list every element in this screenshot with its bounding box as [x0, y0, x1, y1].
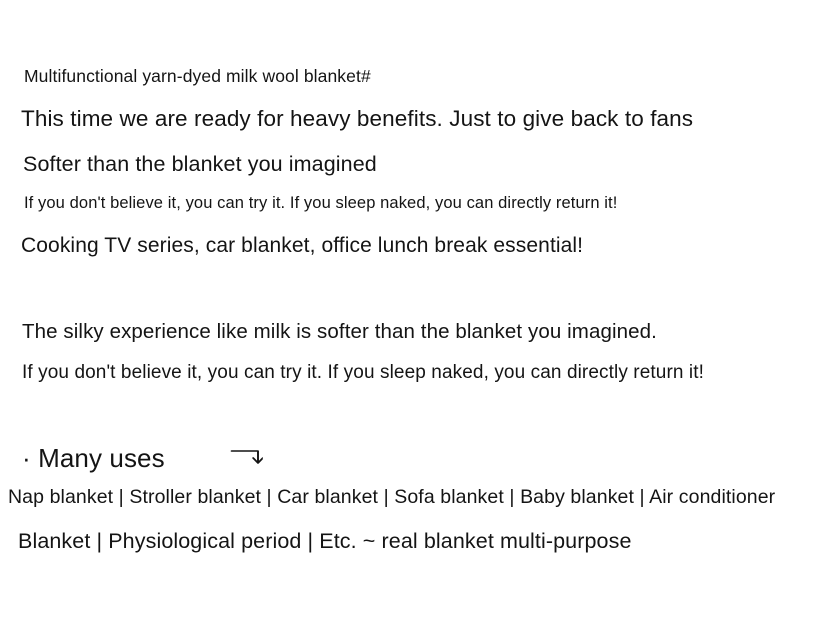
uses-list-line-2: Blanket | Physiological period | Etc. ~ real blanket multi-purpose: [18, 529, 632, 553]
softer-headline: Softer than the blanket you imagined: [23, 152, 377, 176]
guarantee-text-primary: If you don't believe it, you can try it. If you sleep naked, you can directly return it!: [24, 194, 618, 212]
product-title: Multifunctional yarn-dyed milk wool blanket#: [24, 66, 371, 86]
guarantee-text-secondary: If you don't believe it, you can try it. If you sleep naked, you can directly return it!: [22, 362, 705, 383]
uses-list-line-1: Nap blanket | Stroller blanket | Car blanket | Sofa blanket | Baby blanket | Air conditioner: [8, 486, 776, 508]
silky-experience-text: The silky experience like milk is softer than the blanket you imagined.: [22, 320, 657, 343]
arrow-icon: [229, 446, 263, 474]
use-cases-headline: Cooking TV series, car blanket, office lunch break essential!: [21, 234, 584, 257]
benefits-headline: This time we are ready for heavy benefits. Just to give back to fans: [21, 106, 694, 131]
many-uses-heading: · Many uses: [22, 443, 165, 473]
arrow-glyph-svg: [229, 447, 263, 467]
